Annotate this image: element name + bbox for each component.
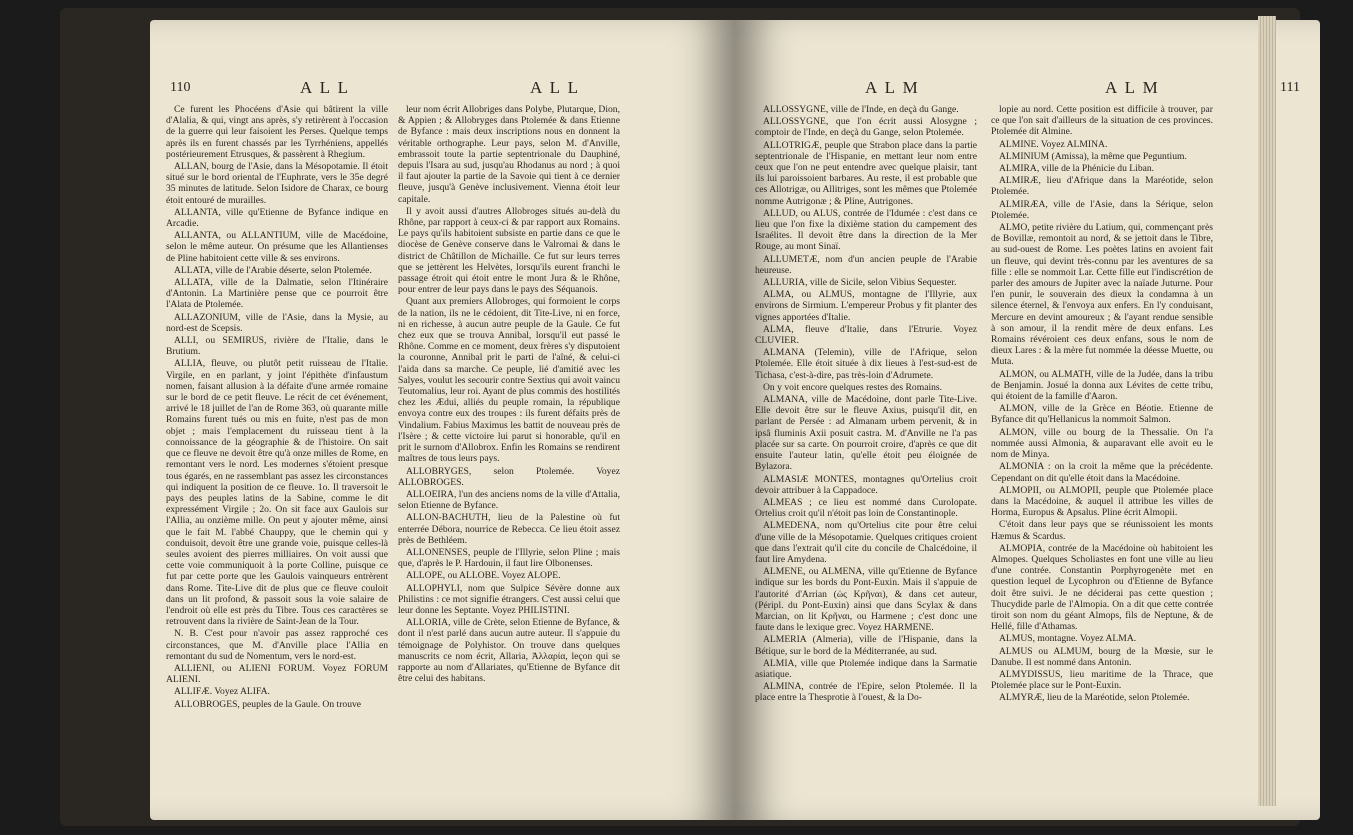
- right-running-head-right: A L M: [1105, 78, 1160, 97]
- dictionary-entry: ALMEAS ; ce lieu est nommé dans Curolopate. Ortelius croit qu'il n'étoit pas loin de Constantinople.: [755, 496, 977, 520]
- left-column-2: [398, 104, 620, 804]
- dictionary-entry: ALMIA, ville que Ptolemée indique dans la Sarmatie asiatique.: [755, 657, 977, 680]
- dictionary-entry: ALMINA, contrée de l'Epire, selon Ptolemée. Il la place entre la Thesprotie à l'ouest, & la Do-: [755, 681, 977, 704]
- dictionary-entry: On y voit encore quelques restes des Romains.: [763, 381, 943, 393]
- dictionary-entry: leur nom écrit Allobriges dans Polybe, Plutarque, Dion, & Appien ; & Allobryges dans Ptolemée & dans Etienne de Byfance : mais deux inscriptions nous en donnent la véritable orthographe. Leur pays, selon M. d'Anville, embrassoit toute la partie septentrionale du Dauphiné, depuis l'Isara au sud, jusqu'au Rhodanus au nord ; à quoi il faut ajouter la partie de la Savoie qui tient à ce dernier fleuve, jusqu'à Genève inclusivement. Vienna étoit leur capitale.: [398, 104, 620, 205]
- dictionary-entry: ALLIENI, ou ALIENI FORUM. Voyez FORUM ALIENI.: [166, 662, 388, 686]
- right-folio: 111: [1280, 80, 1300, 95]
- dictionary-entry: ALLI, ou SEMIRUS, rivière de l'Italie, dans le Brutium.: [166, 335, 388, 358]
- dictionary-entry: ALLIA, fleuve, ou plutôt petit ruisseau de l'Italie. Virgile, en en parlant, y joint l'épithète d'infaustum nomen, faisant allusion à la défaite d'une armée romaine sur le bord de ce petit fleuve. Le récit de cet événement, arrivé le 18 juillet de l'an de Rome 363, où quarante mille Romains furent tués ou mis en fuite, n'est pas de mon objet ; mais l'emplacement du ruisseau tient à la connoissance de la géographie & de l'histoire. On sait que ce fleuve ne devoit être qu'à onze milles de Rome, en remontant vers le nord. Les modernes s'étoient presque tous égarés, en ne rassemblant pas assez les circonstances qui indiquent la position de ce fleuve. 1o. Il traversoit le pays des peuples latins de la Sabine, comme le dit expressément Virgile ; 2o. On sit face aux Gaulois sur l'Allia, au onzième mille. On peut y ajouter même, ainsi que le fait M. l'abbé Chauppy, que le chemin qui y conduisoit, devoit être une grande voie, puisque celles-là seules avoient des pierres milliaires. On voit aussi que cette voie communiquoit à la porte Colline, puisque ce fut par cette porte que les Gaulois vainqueurs entrèrent dans Rome. Tite-Live dit de plus que ce fleuve couloit dans un lit profond, & passoit sous la voie salaire de l'endroit où elle est près du Tibre. Tous ces caractères se retrouvent dans la rivière de Saint-Jean de la Tour.: [166, 358, 388, 628]
- dictionary-entry: ALLOEIRA, l'un des anciens noms de la ville d'Attalia, selon Etienne de Byfance.: [398, 488, 620, 512]
- dictionary-entry: ALMINE. Voyez ALMINA.: [999, 138, 1108, 150]
- right-page: [735, 20, 1320, 820]
- dictionary-entry: Ce furent les Phocéens d'Asie qui bâtirent la ville d'Alalia, & qui, vingt ans après, s'y retirèrent à l'occasion de la guerre qui leur faisoient les Perses. Quelque temps après ils en furent chassés par les Tyrrhéniens, appellés postérieurement Etrusques, & passèrent à Rhegium.: [166, 104, 388, 160]
- left-page: [150, 20, 735, 820]
- right-page-edge: [1258, 16, 1276, 806]
- dictionary-entry: ALMON, ville ou bourg de la Thessalie. On l'a nommée aussi Almonia, & auparavant elle avoit eu le nom de Minya.: [991, 426, 1213, 461]
- dictionary-entry: Il y avoit aussi d'autres Allobroges situés au-delà du Rhône, par rapport à ceux-ci & par rapport aux Romains. Le pays qu'ils habitoient subsiste en partie dans ce que le diocèse de Genève conserve dans le Valromai & dans le district de Châtillon de Michaille. Ce fut sur leurs terres que se jettèrent les Helvètes, lorsqu'ils eurent franchi le passage étroit qui étoit entre le mont Jura & le Rhône, pour entrer de leur pays dans le pays des Séquanois.: [398, 205, 620, 296]
- dictionary-entry: ALMENE, ou ALMENA, ville qu'Etienne de Byfance indique sur les bords du Pont-Euxin. Mais il s'appuie de l'autorité d'Arrian (ὡς Κρῆναι), & dans cet auteur, (Péripl. du Pont-Euxin) ainsi que dans Scylax & dans Marcian, on lit Κρῆναι, ou Harmene ; c'est donc une faute dans le lexique grec. Voyez HARMENE.: [755, 566, 977, 634]
- dictionary-entry: ALLANTA, ville qu'Etienne de Byfance indique en Arcadie.: [166, 206, 388, 230]
- dictionary-entry: ALMIRA, ville de la Phénicie du Liban.: [999, 163, 1155, 175]
- dictionary-entry: ALMASIÆ MONTES, montagnes qu'Ortelius croit devoir attribuer à la Cappadoce.: [755, 473, 977, 496]
- dictionary-entry: ALMANA (Telemin), ville de l'Afrique, selon Ptolemée. Elle étoit située à dix lieues à l'est-sud-est de Tichasa, c'est-à-dire, pas très-loin d'Adrumete.: [755, 347, 977, 381]
- dictionary-entry: ALLOSSYGNE, ville de l'Inde, en deçà du Gange.: [763, 104, 959, 115]
- dictionary-entry: ALLATA, ville de l'Arabie déserte, selon Ptolemée.: [174, 264, 372, 276]
- dictionary-entry: ALMOPII, ou ALMOPII, peuple que Ptolemée place dans la Macédoine, & auquel il attribue les villes de Horma, Europus & Apsalus. Pline écrit Almopii.: [991, 484, 1213, 519]
- dictionary-entry: ALLUD, ou ALUS, contrée de l'Idumée : c'est dans ce lieu que l'on fixe la dixième station du campement des Israélites. Il devoit être dans la direction de la Mer Rouge, au mont Sinaï.: [755, 207, 977, 253]
- left-folio: 110: [170, 80, 191, 95]
- dictionary-entry: ALMYRÆ, lieu de la Maréotide, selon Ptolemée.: [999, 692, 1190, 704]
- dictionary-entry: ALLOTRIGÆ, peuple que Strabon place dans la partie septentrionale de l'Hispanie, en mettant leur nom entre ceux que l'on ne peut entendre avec quelque plaisir, tant ils lui paroissoient barbares. Au reste, il est probable que ces Allotrigæ, ou Allitriges, sont les mêmes que Ptolemée nomme Autrigonæ ; & Pline, Autrigones.: [755, 139, 977, 207]
- dictionary-entry: ALMUS ou ALMUM, bourg de la Mœsie, sur le Danube. Il est nommé dans Antonin.: [991, 645, 1213, 668]
- dictionary-entry: ALMONIA : on la croit la même que la précédente. Cependant on dit qu'elle étoit dans la Macédoine.: [991, 461, 1213, 484]
- dictionary-entry: ALMINIUM (Amissa), la même que Peguntium.: [999, 150, 1187, 162]
- dictionary-entry: ALMEDENA, nom qu'Ortelius cite pour être celui d'une ville de la Mésopotamie. Quelques critiques croient que dans l'extrait qu'il cite du concile de Chalcédoine, il faut lire Amydena.: [755, 520, 977, 565]
- dictionary-entry: ALLATA, ville de la Dalmatie, selon l'Itinéraire d'Antonin. La Martinière pense que ce pourroit être l'Alata de Ptolemée.: [166, 277, 388, 311]
- dictionary-entry: ALLAN, bourg de l'Asie, dans la Mésopotamie. Il étoit situé sur le bord oriental de l'Euphrate, vers le 35e degré 35 minutes de latitude. Selon Isidore de Charax, ce bourg étoit entouré de murailles.: [166, 161, 388, 206]
- dictionary-entry: ALLIFÆ. Voyez ALIFA.: [174, 686, 270, 698]
- dictionary-entry: ALMOPIA, contrée de la Macédoine où habitoient les Almopes. Quelques Scholiastes en font une ville au lieu d'une contrée. Constantin Porphyrogenète met en question lequel de Lycophron ou d'Etienne de Byfance doit être suivi. Je ne déciderai pas cette question ; Thucydide parle de l'Almopia. On a dit que cette contrée tiroit son nom du géant Almops, fils de Neptune, & de Hellé, fille d'Athamas.: [991, 542, 1213, 633]
- left-running-head-left: A L L: [300, 78, 350, 97]
- right-column-1: [755, 104, 977, 804]
- dictionary-entry: ALLURIA, ville de Sicile, selon Vibius Sequester.: [763, 277, 957, 289]
- dictionary-entry: ALMO, petite rivière du Latium, qui, commençant près de Bovillæ, remontoit au nord, & se jettoit dans le Tibre, au sud-ouest de Rome. Les poètes latins en avoient fait un fleuve, qui devint très-connu par les aventures de sa fille : elle se nommoit Lar. Cette fille eut l'indiscrétion de parler des amours de Jupiter avec la naïade Juturne. Pour l'en punir, le souverain des dieux la condamna à un silence éternel, & l'envoya aux enfers. En l'y conduisant, Mercure en devint amoureux ; & l'ayant rendue sensible à son amour, il la rendit mère de deux enfans. Les Romains révéroient ces deux enfans, sous le nom de dieux Lares : & la mère fut nommée la déesse Muette, ou Muta.: [991, 222, 1213, 368]
- dictionary-entry: ALLOSSYGNE, que l'on écrit aussi Alosygne ; comptoir de l'Inde, en deçà du Gange, selon Ptolemée.: [755, 116, 977, 139]
- dictionary-entry: C'étoit dans leur pays que se réunissoient les monts Hæmus & Scardus.: [991, 519, 1213, 542]
- dictionary-entry: ALLORIA, ville de Crète, selon Etienne de Byfance, & dont il n'est parlé dans aucun autre auteur. Il s'appuie du témoignage de Polyhistor. On trouve dans quelques manuscrits ce nom écrit, Allaria, Ἀλλαρία, leçon qui se rapporte au nom d'Allariates, qu'Etienne de Byfance dit être celui des habitans.: [398, 617, 620, 685]
- right-running-head-left: A L M: [865, 78, 920, 97]
- dictionary-entry: N. B. C'est pour n'avoir pas assez rapproché ces circonstances, que M. d'Anville place l'Allia en remontant du sud de Nomentum, vers le nord-est.: [166, 628, 388, 662]
- left-running-head-right: A L L: [530, 78, 580, 97]
- dictionary-entry: ALLAZONIUM, ville de l'Asie, dans la Mysie, au nord-est de Scepsis.: [166, 311, 388, 334]
- open-book: [60, 8, 1300, 826]
- dictionary-entry: ALMYDISSUS, lieu maritime de la Thrace, que Ptolemée place sur le Pont-Euxin.: [991, 668, 1213, 692]
- dictionary-entry: ALLOPHYLI, nom que Sulpice Sévère donne aux Philistins : ce mot signifie étrangers. C'est aussi celui que leur donne les Septante. Voyez PHILISTINI.: [398, 582, 620, 616]
- dictionary-entry: ALLOPE, ou ALLOBE. Voyez ALOPE.: [406, 570, 561, 582]
- dictionary-entry: ALLANTA, ou ALLANTIUM, ville de Macédoine, selon le même auteur. On présume que les Allantienses de Pline habitoient cette ville & ses environs.: [166, 230, 388, 264]
- dictionary-entry: ALMANA, ville de Macédoine, dont parle Tite-Live. Elle devoit être sur le fleuve Axius, puisqu'il dit, en parlant de Persée : ad Almanam urbem pervenit, & in ipsâ fluminis Axii posuit castra. M. d'Anville ne l'a pas placée sur sa carte. On pourroit croire, d'après ce que dit ensuite l'auteur latin, qu'elle étoit peu éloignée de Bylazora.: [755, 394, 977, 473]
- dictionary-entry: ALMON, ville de la Grèce en Béotie. Etienne de Byfance dit qu'Hellanicus la nommoit Salmon.: [991, 403, 1213, 426]
- left-column-1: [166, 104, 388, 804]
- dictionary-entry: ALMIRÆ, lieu d'Afrique dans la Maréotide, selon Ptolemée.: [991, 175, 1213, 198]
- dictionary-entry: ALMERIA (Almeria), ville de l'Hispanie, dans la Bétique, sur le bord de la Méditerranée, au sud.: [755, 634, 977, 657]
- dictionary-entry: Quant aux premiers Allobroges, qui formoient le corps de la nation, ils ne le cédoient, dit Tite-Live, ni en force, ni en richesse, à aucun autre peuple de la Gaule. Ce fut chez eux que se trouva Annibal, lorsqu'il eut passé le Rhône. Comme en ce moment, deux frères s'y disputoient la couronne, Annibal prit le parti de l'aîné, & celui-ci l'aida dans sa marche. Ce peuple, lié d'amitié avec les Salyes, voulut les secourir contre Sextius qui avoit vaincu Teutomalius, leur roi. Ayant de plus commis des hostilités chez les Ædui, alliés du peuple romain, la république envoya contre eux des troupes : ils furent défaits près de Vindalium. Fabius Maximus les battit de nouveau près de l'Isère ; & cette victoire lui parut si honorable, qu'il en prit le surnom d'Allobrox. Enfin les Romains se rendirent maîtres de tous leurs pays.: [398, 296, 620, 465]
- dictionary-entry: ALLUMETÆ, nom d'un ancien peuple de l'Arabie heureuse.: [755, 253, 977, 276]
- dictionary-entry: ALMA, fleuve d'Italie, dans l'Etrurie. Voyez CLUVIER.: [755, 323, 977, 347]
- dictionary-entry: lopie au nord. Cette position est difficile à trouver, par ce que l'on sait d'ailleurs de la situation de ces provinces. Ptolemée dit Almine.: [991, 104, 1213, 138]
- dictionary-entry: ALLOBRYGES, selon Ptolemée. Voyez ALLOBROGES.: [398, 465, 620, 488]
- dictionary-entry: ALMA, ou ALMUS, montagne de l'Illyrie, aux environs de Sirmium. L'empereur Probus y fit planter des vignes apportées d'Italie.: [755, 289, 977, 323]
- right-column-2: [991, 104, 1213, 804]
- dictionary-entry: ALLON-BACHUTH, lieu de la Palestine où fut enterrée Débora, nourrice de Rebecca. Ce lieu étoit assez près de Bethléem.: [398, 512, 620, 546]
- dictionary-entry: ALLONENSES, peuple de l'Illyrie, selon Pline ; mais que, d'après le P. Hardouin, il faut lire Olbonenses.: [398, 546, 620, 570]
- dictionary-entry: ALMUS, montagne. Voyez ALMA.: [999, 633, 1137, 645]
- dictionary-entry: ALLOBROGES, peuples de la Gaule. On trouve: [174, 698, 362, 710]
- dictionary-entry: ALMIRÆA, ville de l'Asie, dans la Sérique, selon Ptolemée.: [991, 198, 1213, 221]
- dictionary-entry: ALMON, ou ALMATH, ville de la Judée, dans la tribu de Benjamin. Josué la donna aux Lévites de cette tribu, qui étoient de la famille d'Aaron.: [991, 368, 1213, 403]
